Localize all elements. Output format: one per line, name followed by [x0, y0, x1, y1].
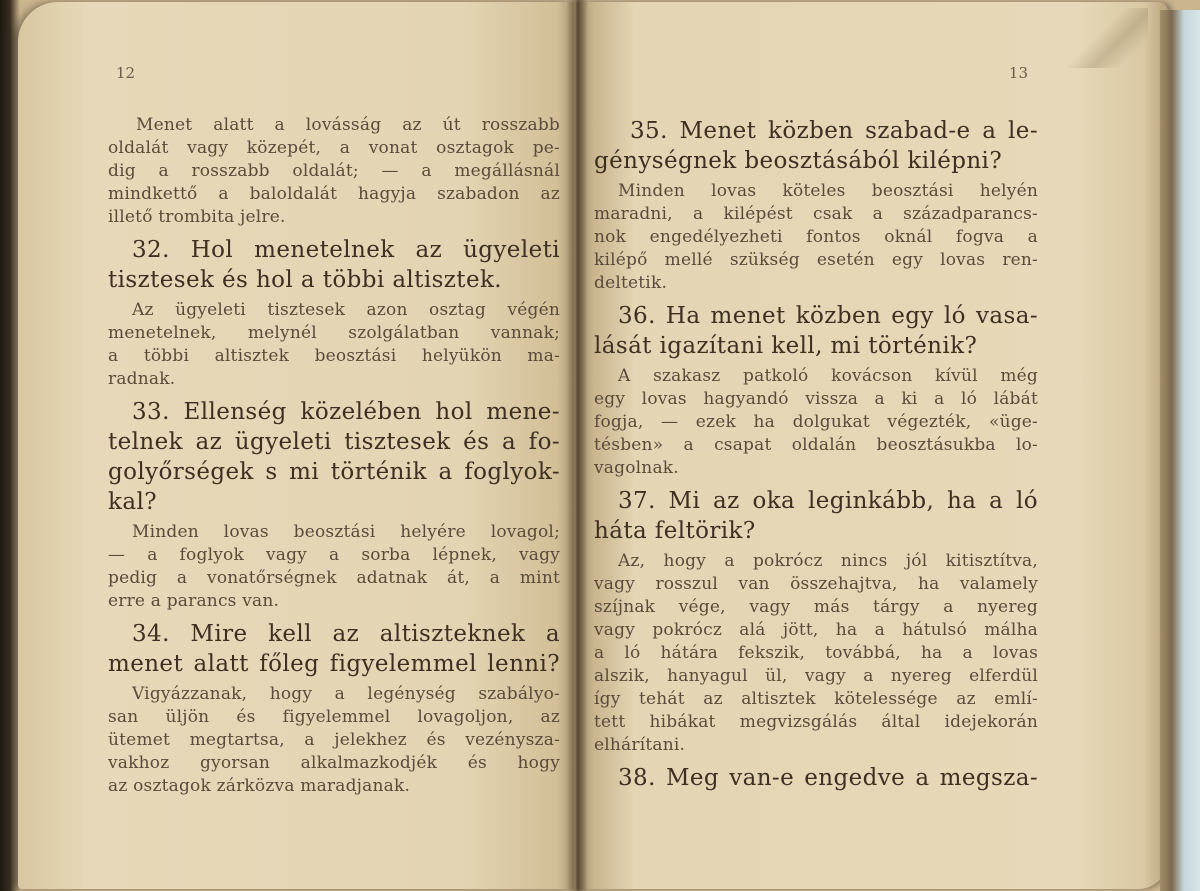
text-line: Menet alatt a lovásság az út rosszabb [136, 115, 560, 135]
question-line: menet alatt főleg figyelemmel lenni? [108, 651, 560, 677]
question-line: kal? [108, 489, 157, 515]
question-line: génységnek beosztásából kilépni? [594, 148, 1003, 174]
question-38 [594, 763, 1038, 793]
text-line: egy lovas hagyandó vissza a ki a ló lábát [594, 389, 1038, 409]
text-line: erre a parancs van. [108, 591, 280, 611]
text-line: mindkettő a baloldalát hagyja szabadon az [108, 184, 560, 204]
corner-fold [1068, 8, 1148, 68]
question-line: 32. Hol menetelnek az ügyeleti [132, 237, 560, 263]
text-line: nok engedélyezheti fontos oknál fogva a [594, 227, 1038, 247]
text-line: oldalát vagy közepét, a vonat osztagok pe- [108, 138, 560, 158]
text-line: alszik, hanyagul ül, vagy a nyereg elferdül [594, 666, 1038, 686]
text-line: így tehát az altisztek kötelessége az emlí- [594, 689, 1038, 709]
answer-35 [594, 180, 1038, 295]
text-line: vagy pokrócz alá jött, ha a hátulsó málha [594, 620, 1038, 640]
text-line: tésben» a csapat oldalán beosztásukba lo- [594, 435, 1038, 455]
text-line: san üljön és figyelemmel lovagoljon, az [108, 707, 560, 727]
text-line: szíjnak vége, vagy más tárgy a nyereg [594, 597, 1038, 617]
left-page [18, 2, 574, 889]
answer-36 [594, 365, 1038, 480]
right-page [576, 2, 1168, 889]
text-line: az osztagok zárközva maradjanak. [108, 776, 411, 796]
answer-37 [594, 550, 1038, 757]
question-line: golyőrségek s mi történik a foglyok- [108, 459, 560, 485]
text-line: fogja, — ezek ha dolgukat végezték, «üge- [594, 412, 1038, 432]
text-line: pedig a vonatőrségnek adatnak át, a mint [108, 568, 560, 588]
question-line: 35. Menet közben szabad-e a le- [630, 118, 1038, 144]
text-line: Vigyázzanak, hogy a legénység szabályo- [132, 684, 560, 704]
text-line: deltetik. [594, 273, 668, 293]
text-line: Minden lovas köteles beosztási helyén [618, 181, 1038, 201]
question-32 [108, 235, 560, 295]
right-page-text [594, 114, 1038, 797]
text-line: ütemet megtartsa, a jelekhez és vezényszа- [108, 730, 560, 750]
text-line: vagy rosszul van összehajtva, ha valamely [594, 574, 1038, 594]
text-line: vagolnak. [594, 458, 679, 478]
text-line: tett hibákat megvizsgálás által idejekorán [594, 712, 1038, 732]
answer-32 [108, 299, 560, 391]
question-34 [108, 619, 560, 679]
question-line: háta feltörik? [594, 518, 756, 544]
question-line: 33. Ellenség közelében hol mene- [132, 399, 560, 425]
text-line: a többi altisztek beosztási helyükön ma- [108, 346, 560, 366]
text-line: illető trombita jelre. [108, 207, 286, 227]
question-line: tisztesek és hol a többi altisztek. [108, 267, 503, 293]
left-page-text [108, 114, 560, 798]
question-line: 34. Mire kell az altiszteknek a [132, 621, 560, 647]
text-line: — a foglyok vagy a sorba lépnek, vagy [108, 545, 560, 565]
question-37 [594, 486, 1038, 546]
text-line: a ló hátára fekszik, továbbá, ha a lovas [594, 643, 1038, 663]
question-33 [108, 397, 560, 517]
answer-33 [108, 521, 560, 613]
question-line: 38. Meg van-e engedve a megsza- [618, 765, 1038, 791]
page-number-right: 13 [1008, 64, 1028, 82]
book-gutter [566, 0, 588, 891]
answer-34 [108, 683, 560, 798]
text-line: vakhoz gyorsan alkalmazkodjék és hogy [108, 753, 560, 773]
text-line: dig a rosszabb oldalát; — a megállásnál [108, 161, 560, 181]
question-line: lását igazítani kell, mi történik? [594, 333, 978, 359]
question-line: telnek az ügyeleti tisztesek és a fo- [108, 429, 560, 455]
text-line: maradni, a kilépést csak a századparancs- [594, 204, 1038, 224]
text-line: radnak. [108, 369, 176, 389]
continuation-paragraph [108, 114, 560, 229]
text-line: kilépő mellé szükség esetén egy lovas ren- [594, 250, 1038, 270]
text-line: elhárítani. [594, 735, 686, 755]
text-line: Az, hogy a pokrócz nincs jól kitisztítva, [618, 551, 1038, 571]
page-number-left: 12 [116, 64, 136, 82]
question-line: 36. Ha menet közben egy ló vasa- [618, 303, 1038, 329]
question-line: 37. Mi az oka leginkább, ha a ló [618, 488, 1038, 514]
book-edge [1160, 10, 1200, 891]
question-36 [594, 301, 1038, 361]
text-line: Minden lovas beosztási helyére lovagol; [132, 522, 560, 542]
question-35 [594, 116, 1038, 176]
text-line: A szakasz patkoló kovácson kívül még [618, 366, 1038, 386]
text-line: menetelnek, melynél szolgálatban vannak; [108, 323, 560, 343]
text-line: Az ügyeleti tisztesek azon osztag végén [132, 300, 560, 320]
